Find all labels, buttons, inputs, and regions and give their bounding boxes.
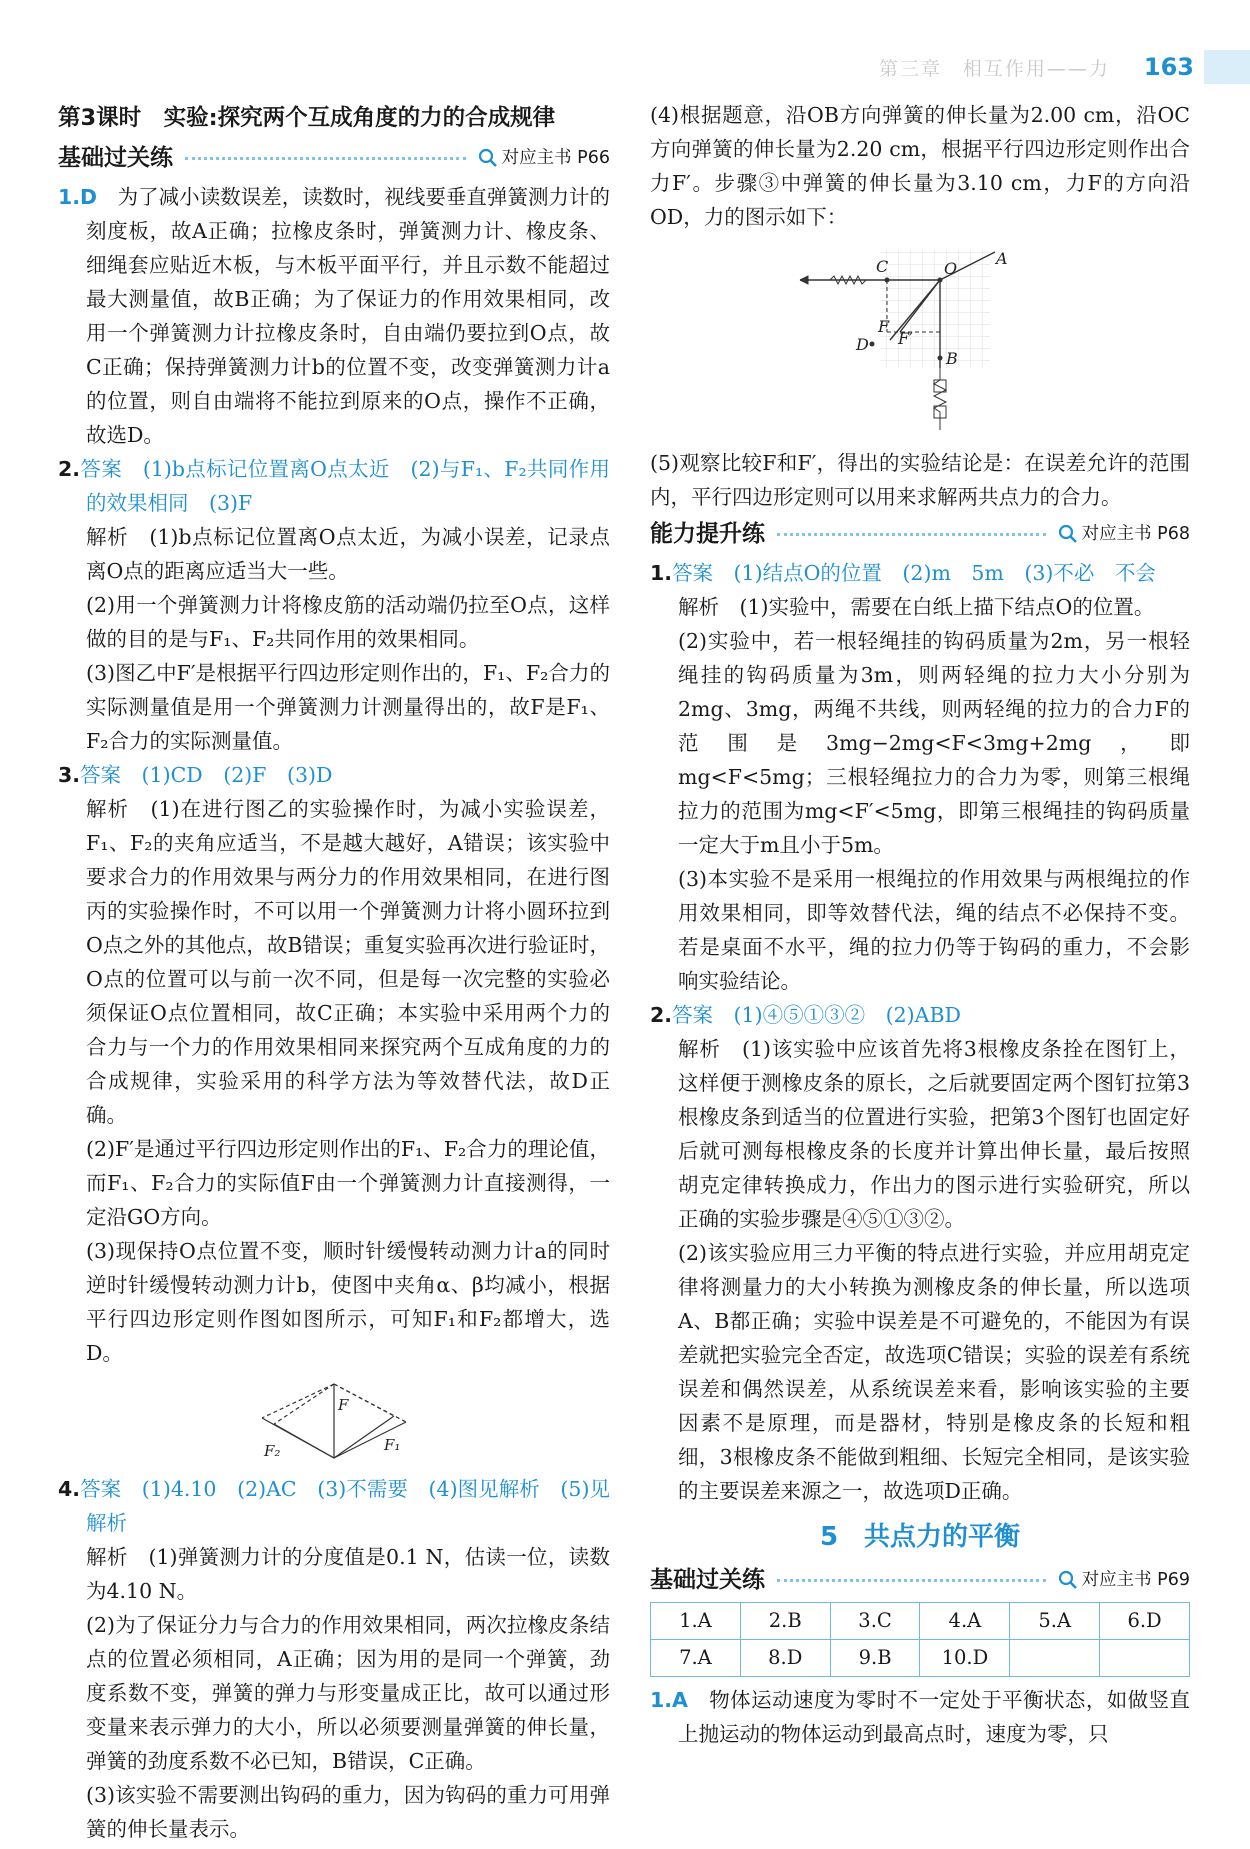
label-f: F [338,1396,349,1414]
table-cell: 1.A [651,1603,741,1640]
item-number: 1. [650,561,673,585]
table-cell: 5.A [1010,1603,1100,1640]
label-b: B [946,349,958,368]
answer-item-4 [58,1472,610,1540]
spring-vertical [934,368,946,430]
book-reference-text: 对应主书 P66 [501,148,610,168]
section-header-basic-2 [650,1562,1190,1598]
force-diagram [234,1376,434,1466]
answer-item-1 [650,1683,1190,1751]
explanation-paragraph: 解析 (1)在进行图乙的实验操作时，为减小实验误差，F₁、F₂的夹角应适当，不是越大越好，A错误；该实验中要求合力的作用效果与两分力的作用效果相同，在进行图丙的实验操作时，不可以用一个弹簧测力计将小圆环拉到O点之外的其他点，故B错误；重复实验再次进行验证时，O点的位置可以与前一次不同，但是每一次完整的实验必须保证O点位置相同，故C正确；本实验中采用两个力的合力与一个力的作用效果相同来探究两个互成角度的力的合成规律，实验采用的科学方法为等效替代法，故D正确。 [86,797,610,1127]
answer-line: 答案 (1)结点O的位置 (2)m 5m (3)不必 不会 [672,561,1156,585]
label-f1: F₁ [384,1436,401,1454]
explanation-paragraph: (2)为了保证分力与合力的作用效果相同，两次拉橡皮条结点的位置必须相同，A正确；因为用的是同一个弹簧，劲度系数不变，弹簧的弹力与形变量成正比，故可以通过形变量来表示弹力的大小，所以必须要测量弹簧的伸长量，弹簧的劲度系数不必已知，B错误，C正确。 [86,1613,610,1773]
explanation-paragraph: 解析 (1)该实验中应该首先将3根橡皮条拴在图钉上，这样便于测橡皮条的原长，之后就要固定两个图钉拉第3根橡皮条到适当的位置进行实验，把第3个图钉也固定好后就可测每根橡皮条的长度并计算出伸长量，最后按照胡克定律转换成力，作出力的图示进行实验研究，所以正确的实验步骤是④⑤①③②。 [678,1037,1190,1231]
running-header [879,50,1250,84]
left-column [58,98,610,1846]
table-row [651,1640,1190,1677]
explanation-paragraph: (2)该实验应用三力平衡的特点进行实验，并应用胡克定律将测量力的大小转换为测橡皮条的伸长量，所以选项A、B都正确；实验中误差是不可避免的，不能因为有误差就把实验完全否定，故选项C错误；实验的误差有系统误差和偶然误差，从系统误差来看，影响该实验的主要因素不是原理，而是器材，特别是橡皮条的长短和粗细，3根橡皮条不能做到粗细、长短完全相同，是该实验的主要误差来源之一，故选项D正确。 [678,1241,1190,1503]
hook-block [934,380,946,392]
item-text: 为了减小读数误差，读数时，视线要垂直弹簧测力计的刻度板，故A正确；拉橡皮条时，弹簧测力计、橡皮条、细绳套应贴近木板，与木板平面平行，并且示数不能超过最大测量值，故B正确；为了保证力的作用效果相同，改用一个弹簧测力计拉橡皮条时，自由端仍要拉到O点，故C正确；保持弹簧测力计b的位置不变，改变弹簧测力计a的位置，则自由端将不能拉到原来的O点，操作不正确，故选D。 [86,185,611,447]
answer-item-1 [58,180,610,452]
dashed-line [274,1384,334,1424]
table-cell: 7.A [651,1640,741,1677]
explanation-paragraph: 解析 (1)b点标记位置离O点太近，为减小误差，记录点离O点的距离应适当大一些。 [86,525,610,583]
point-b [938,356,943,361]
table-cell: 3.C [830,1603,920,1640]
table-row [651,1603,1190,1640]
answer-item-2 [650,998,1190,1032]
dotted-divider [777,1579,1046,1582]
label-d: D [856,335,869,354]
lesson-5-title: 5 共点力的平衡 [819,1522,1021,1552]
explanation-paragraph: 解析 (1)弹簧测力计的分度值是0.1 N，估读一位，读数为4.10 N。 [86,1545,610,1603]
item-text: 物体运动速度为零时不一定处于平衡状态，如做竖直上抛运动的物体运动到最高点时，速度为零，只 [678,1688,1191,1746]
dashed-line [262,1384,334,1418]
explanation-paragraph: (3)图乙中F′是根据平行四边形定则作出的，F₁、F₂合力的实际测量值是用一个弹簧测力计测量得出的，故F是F₁、F₂合力的实际测量值。 [86,661,610,753]
book-reference-text: 对应主书 P69 [1081,1570,1190,1590]
force-parallelogram-figure [58,1376,610,1466]
item-number: 2. [650,1003,673,1027]
label-f2: F₂ [264,1442,281,1460]
item-number: 1.A [650,1688,688,1712]
label-a: A [996,249,1008,268]
lesson-title: 第3课时 实验:探究两个互成角度的力的合成规律 [58,105,556,131]
arrowhead-left [800,276,808,284]
explanation-paragraph: (2)实验中，若一根轻绳挂的钩码质量为2m，另一根轻绳挂的钩码质量为3m，则两轻绳的拉力大小分别为2mg、3mg，两绳不共线，则两轻绳的拉力的合力F的范围是3mg−2mg<F<3mg+2mg，即mg<F<5mg；三根轻绳拉力的合力为零，则第三根绳拉力的范围为mg<F′<5mg，即第三根绳挂的钩码质量一定大于m且小于5m。 [678,629,1190,857]
answer-table [650,1602,1190,1677]
answer-line: 答案 (1)4.10 (2)AC (3)不需要 (4)图见解析 (5)见解析 [80,1477,610,1535]
page-number: 163 [1143,53,1194,81]
dotted-divider [185,157,466,160]
section-title: 基础过关练 [650,1567,765,1593]
section-title: 基础过关练 [58,145,173,171]
search-icon [1058,1570,1078,1590]
header-accent-bar [1204,50,1250,84]
item-number: 2. [58,457,81,481]
explanation-paragraph: (3)该实验不需要测出钩码的重力，因为钩码的重力可用弹簧的伸长量表示。 [86,1783,610,1841]
table-cell [1010,1640,1100,1677]
explanation-paragraph: (5)观察比较F和F′，得出的实验结论是：在误差允许的范围内，平行四边形定则可以用来求解两共点力的合力。 [650,451,1190,509]
section-title: 能力提升练 [650,521,765,547]
point-d [870,342,875,347]
chapter-title: 第三章 相互作用——力 [878,57,1110,80]
explanation-paragraph: (3)本实验不是采用一根绳拉的作用效果与两根绳拉的作用效果相同，即等效替代法，绳的结点不必保持不变。若是桌面不水平，绳的拉力仍等于钩码的重力，不会影响实验结论。 [678,867,1190,993]
answer-line: 答案 (1)④⑤①③② (2)ABD [672,1003,961,1027]
item-number: 4. [58,1477,81,1501]
search-icon [1058,524,1078,544]
table-cell: 4.A [920,1603,1010,1640]
book-reference [1058,517,1190,551]
force-diagram-figure [650,240,1190,440]
table-cell: 6.D [1100,1603,1190,1640]
point-c [885,278,890,283]
section-header-basic [58,140,610,176]
force-grid-diagram [790,240,1050,440]
answer-item-2 [58,452,610,520]
label-f: F [878,317,890,336]
right-column [650,98,1190,1751]
label-f-prime: F′ [898,329,913,348]
explanation-paragraph: (2)F′是通过平行四边形定则作出的F₁、F₂合力的理论值，而F₁、F₂合力的实际值F由一个弹簧测力计直接测得，一定沿GO方向。 [86,1137,610,1229]
explanation-paragraph: 解析 (1)实验中，需要在白纸上描下结点O的位置。 [678,595,1155,619]
point-o [938,278,943,283]
table-cell: 9.B [830,1640,920,1677]
answer-item-3 [58,758,610,792]
table-cell [1100,1640,1190,1677]
label-o: O [944,259,958,278]
item-number: 1.D [58,185,98,209]
table-cell: 2.B [740,1603,830,1640]
explanation-paragraph: (2)用一个弹簧测力计将橡皮筋的活动端仍拉至O点，这样做的目的是与F₁、F₂共同作用的效果相同。 [86,593,610,651]
label-c: C [876,257,889,276]
search-icon [478,148,498,168]
book-reference [1058,1563,1190,1597]
book-reference-text: 对应主书 P68 [1081,524,1190,544]
section-header-advanced [650,516,1190,552]
item-number: 3. [58,763,81,787]
table-cell: 8.D [740,1640,830,1677]
explanation-paragraph: (3)现保持O点位置不变，顺时针缓慢转动测力计a的同时逆时针缓慢转动测力计b，使图中夹角α、β均减小，根据平行四边形定则作图如图所示，可知F₁和F₂都增大，选D。 [86,1239,610,1365]
answer-line: 答案 (1)CD (2)F (3)D [80,763,333,787]
answer-item-1 [650,556,1190,590]
table-cell: 10.D [920,1640,1010,1677]
explanation-paragraph: (4)根据题意，沿OB方向弹簧的伸长量为2.00 cm，沿OC方向弹簧的伸长量为2.20 cm，根据平行四边形定则作出合力F′。步骤③中弹簧的伸长量为3.10 cm，力F的方向沿OD，力的图示如下： [650,103,1190,229]
book-reference [478,141,610,175]
answer-line: 答案 (1)b点标记位置离O点太近 (2)与F₁、F₂共同作用的效果相同 (3)F [80,457,610,515]
grid-background [880,250,990,368]
dotted-divider [777,533,1046,536]
